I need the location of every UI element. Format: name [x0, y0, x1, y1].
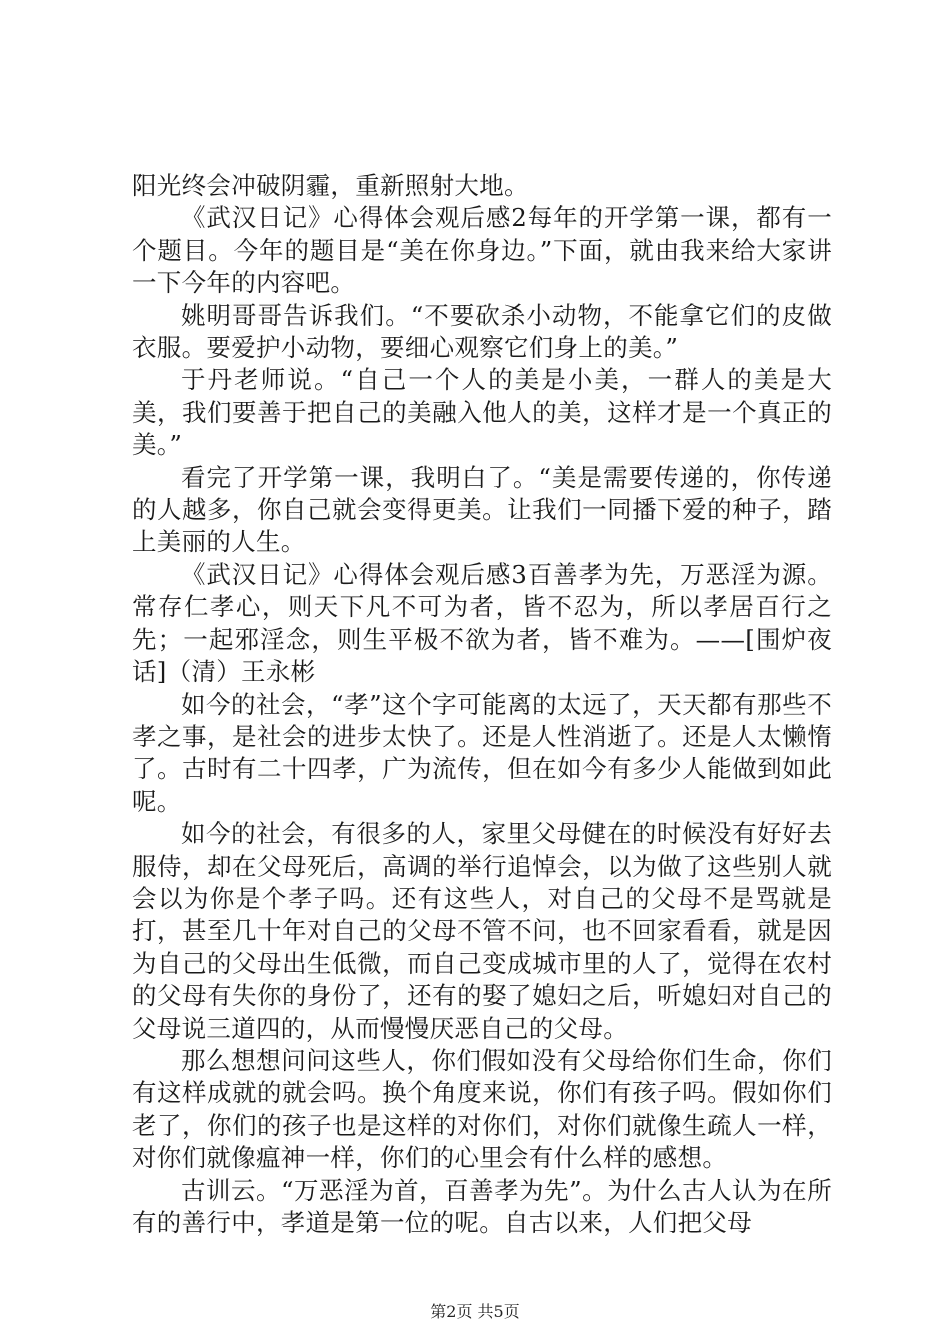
- paragraph-essay-3-intro: 《武汉日记》心得体会观后感3百善孝为先，万恶淫为源。常存仁孝心，则天下凡不可为者，皆不忍为，所以孝居百行之先；一起邪淫念，则生平极不欲为者，皆不难为。——[围炉夜话]（清）王永彬: [132, 559, 832, 687]
- paragraph-essay-2-intro: 《武汉日记》心得体会观后感2每年的开学第一课，都有一个题目。今年的题目是“美在你身边。”下面，就由我来给大家讲一下今年的内容吧。: [132, 203, 832, 298]
- paragraph-ancient-saying: 古训云。“万恶淫为首，百善孝为先”。为什么古人认为在所有的善行中，孝道是第一位的呢。自古以来，人们把父母: [132, 1175, 832, 1237]
- document-body: [132, 170, 832, 1239]
- paragraph-society-parents: 如今的社会，有很多的人，家里父母健在的时候没有好好去服侍，却在父母死后，高调的举行追悼会，以为做了这些别人就会以为你是个孝子吗。还有这些人，对自己的父母不是骂就是打，甚至几十年对自己的父母不管不问，也不回家看看，就是因为自己的父母出生低微，而自己变成城市里的人了，觉得在农村的父母有失你的身份了，还有的娶了媳妇之后，听媳妇对自己的父母说三道四的，从而慢慢厌恶自己的父母。: [132, 819, 832, 1043]
- paragraph-questions: 那么想想问问这些人，你们假如没有父母给你们生命，你们有这样成就的就会吗。换个角度来说，你们有孩子吗。假如你们老了，你们的孩子也是这样的对你们，对你们就像生疏人一样，对你们就像瘟神一样，你们的心里会有什么样的感想。: [132, 1045, 832, 1173]
- paragraph-continuation: 阳光终会冲破阴霾，重新照射大地。: [132, 171, 529, 200]
- paragraph-yao-ming: 姚明哥哥告诉我们。“不要砍杀小动物，不能拿它们的皮做衣服。要爱护小动物，要细心观察它们身上的美。”: [132, 300, 832, 363]
- paragraph-conclusion: 看完了开学第一课，我明白了。“美是需要传递的，你传递的人越多，你自己就会变得更美。让我们一同播下爱的种子，踏上美丽的人生。: [132, 462, 832, 557]
- paragraph-yu-dan: 于丹老师说。“自己一个人的美是小美，一群人的美是大美，我们要善于把自己的美融入他人的美，这样才是一个真正的美。”: [132, 365, 832, 460]
- paragraph-society-filial: 如今的社会，“孝”这个字可能离的太远了，天天都有那些不孝之事，是社会的进步太快了。还是人性消逝了。还是人太懒惰了。古时有二十四孝，广为流传，但在如今有多少人能做到如此呢。: [132, 689, 832, 816]
- page-footer: 第2页 共5页: [430, 1302, 520, 1321]
